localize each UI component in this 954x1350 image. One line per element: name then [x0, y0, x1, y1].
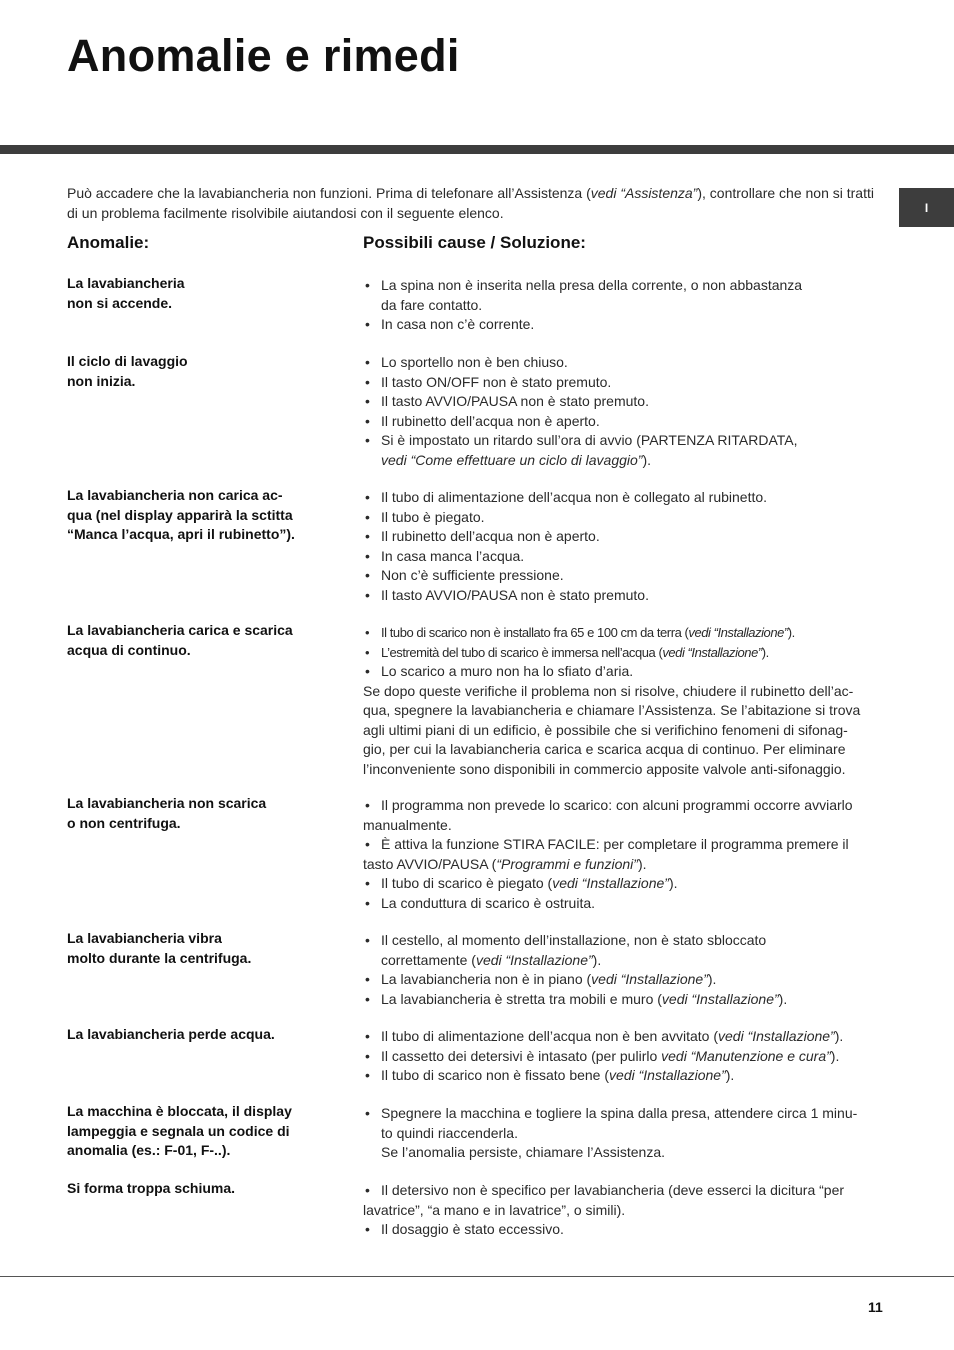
problem-3 [67, 486, 337, 545]
cause-item: • Il tubo di scarico non è fissato bene (vedi “Installazione”). [363, 1066, 885, 1086]
causes-1 [363, 276, 885, 335]
cause-item: • È attiva la funzione STIRA FACILE: per completare il programma premere il tasto AVVIO/PAUSA (“Programmi e funzioni”). [363, 836, 849, 872]
problem-2 [67, 352, 337, 391]
problems-heading: Anomalie: [67, 233, 150, 252]
cause-item: • Il tasto AVVIO/PAUSA non è stato premuto. [363, 586, 885, 606]
causes-3 [363, 488, 885, 605]
problem-6 [67, 929, 337, 968]
cause-note: Se dopo queste verifiche il problema non si risolve, chiudere il rubinetto dell’ac- qua, spegnere la lavabiancheria e chiamare l’Assistenza. Se l’abitazione si trova agli ultimi piani di un edificio, è possibile che si verifichino fenomeni di sifonag- gio, per cui la lavabiancheria carica e scarica acqua di continuo. Per eliminare l’inconveniente sono disponibili in commercio apposite valvole anti-sifonaggio. [363, 682, 861, 777]
problem-5 [67, 794, 337, 833]
header-rule [0, 145, 954, 154]
cause-item: • Spegnere la macchina e togliere la spina dalla presa, attendere circa 1 minu- to quindi riaccenderla. [363, 1104, 885, 1143]
problem-line: La lavabiancheria vibra [67, 930, 222, 946]
causes-4 [363, 623, 885, 779]
cause-item: • Lo sportello non è ben chiuso. [363, 353, 885, 373]
problem-1 [67, 274, 337, 313]
page-number: 11 [868, 1299, 883, 1315]
language-tab: I [899, 188, 954, 227]
problem-line: o non centrifuga. [67, 814, 181, 831]
causes-heading: Possibili cause / Soluzione: [363, 233, 586, 252]
problem-line: La macchina è bloccata, il display [67, 1103, 292, 1119]
problem-line: acqua di continuo. [67, 641, 191, 658]
problem-9 [67, 1179, 337, 1199]
cause-item: • La lavabiancheria è stretta tra mobili e muro (vedi “Installazione”). [363, 990, 885, 1010]
problem-line: anomalia (es.: F-01, F-..). [67, 1142, 231, 1158]
cause-item: • Il cassetto dei detersivi è intasato (per pulirlo vedi “Manutenzione e cura”). [363, 1047, 885, 1067]
causes-8 [363, 1104, 885, 1163]
causes-6 [363, 931, 885, 1009]
cause-item: • Il programma non prevede lo scarico: con alcuni programmi occorre avviarlo manualmente. [363, 797, 853, 833]
cause-item: • Il rubinetto dell’acqua non è aperto. [363, 527, 885, 547]
problem-line: lampeggia e segnala un codice di [67, 1122, 290, 1139]
problem-line: non si accende. [67, 294, 173, 311]
cause-item: • Il rubinetto dell’acqua non è aperto. [363, 412, 885, 432]
causes-5 [363, 796, 885, 913]
cause-item: • Il cestello, al momento dell’installazione, non è stato sbloccato correttamente (vedi “Installazione”). [363, 931, 885, 970]
cause-item: • Il tubo di alimentazione dell’acqua non è ben avvitato (vedi “Installazione”). [363, 1027, 885, 1047]
problem-line: Si forma troppa schiuma. [67, 1180, 236, 1196]
cause-item: • Il tubo di alimentazione dell’acqua non è collegato al rubinetto. [363, 488, 885, 508]
intro-text-end: ), controllare che non si tratti di un problema facilmente risolvibile aiutandosi con il seguente elenco. [67, 185, 874, 221]
intro-reference: vedi “Assistenza” [590, 185, 698, 201]
cause-item: • Si è impostato un ritardo sull’ora di avvio (PARTENZA RITARDATA, vedi “Come effettuare un ciclo di lavaggio”). [363, 431, 885, 470]
causes-9 [363, 1181, 885, 1240]
cause-item: • In casa manca l’acqua. [363, 547, 885, 567]
causes-7 [363, 1027, 885, 1086]
cause-item: • La spina non è inserita nella presa della corrente, o non abbastanza da fare contatto. [363, 276, 885, 315]
cause-item: • Lo scarico a muro non ha lo sfiato d’aria. [363, 662, 885, 682]
problem-line: La lavabiancheria [67, 275, 185, 291]
problem-line: non inizia. [67, 372, 136, 389]
cause-item: • Non c’è sufficiente pressione. [363, 566, 885, 586]
cause-item: • La conduttura di scarico è ostruita. [363, 894, 885, 914]
cause-item: • Il tubo è piegato. [363, 508, 885, 528]
cause-item: • La lavabiancheria non è in piano (vedi “Installazione”). [363, 970, 885, 990]
footer-rule [0, 1276, 954, 1277]
problem-8 [67, 1102, 337, 1161]
intro-text-start: Può accadere che la lavabiancheria non funzioni. Prima di telefonare all’Assistenza ( [67, 185, 591, 201]
page-title: Anomalie e rimedi [67, 30, 460, 81]
cause-item: • Il tasto AVVIO/PAUSA non è stato premuto. [363, 392, 885, 412]
cause-item: • Il dosaggio è stato eccessivo. [363, 1220, 885, 1240]
problem-7 [67, 1025, 337, 1045]
cause-item: • In casa non c’è corrente. [363, 315, 885, 335]
problem-line: molto durante la centrifuga. [67, 949, 252, 966]
problem-line: qua (nel display apparirà la sctitta [67, 506, 293, 523]
problem-4 [67, 621, 337, 660]
problem-line: La lavabiancheria perde acqua. [67, 1026, 275, 1042]
problem-line: La lavabiancheria non scarica [67, 795, 267, 811]
cause-item: • Il tubo di scarico è piegato (vedi “Installazione”). [363, 874, 885, 894]
cause-note: Se l’anomalia persiste, chiamare l’Assistenza. [381, 1144, 666, 1160]
cause-item: • Il tubo di scarico non è installato fra 65 e 100 cm da terra (vedi “Installazione”). [363, 623, 885, 643]
intro-paragraph [67, 184, 882, 223]
problem-line: La lavabiancheria non carica ac- [67, 487, 283, 503]
problem-line: “Manca l’acqua, apri il rubinetto”). [67, 526, 295, 542]
causes-2 [363, 353, 885, 470]
problem-line: La lavabiancheria carica e scarica [67, 622, 293, 638]
cause-item: • Il tasto ON/OFF non è stato premuto. [363, 373, 885, 393]
problem-line: Il ciclo di lavaggio [67, 353, 188, 369]
cause-item: • Il detersivo non è specifico per lavabiancheria (deve esserci la dicitura “per lavatrice”, “a mano e in lavatrice”, o simili). [363, 1182, 845, 1218]
cause-item: • L’estremità del tubo di scarico è immersa nell’acqua (vedi “Installazione”). [363, 643, 885, 663]
